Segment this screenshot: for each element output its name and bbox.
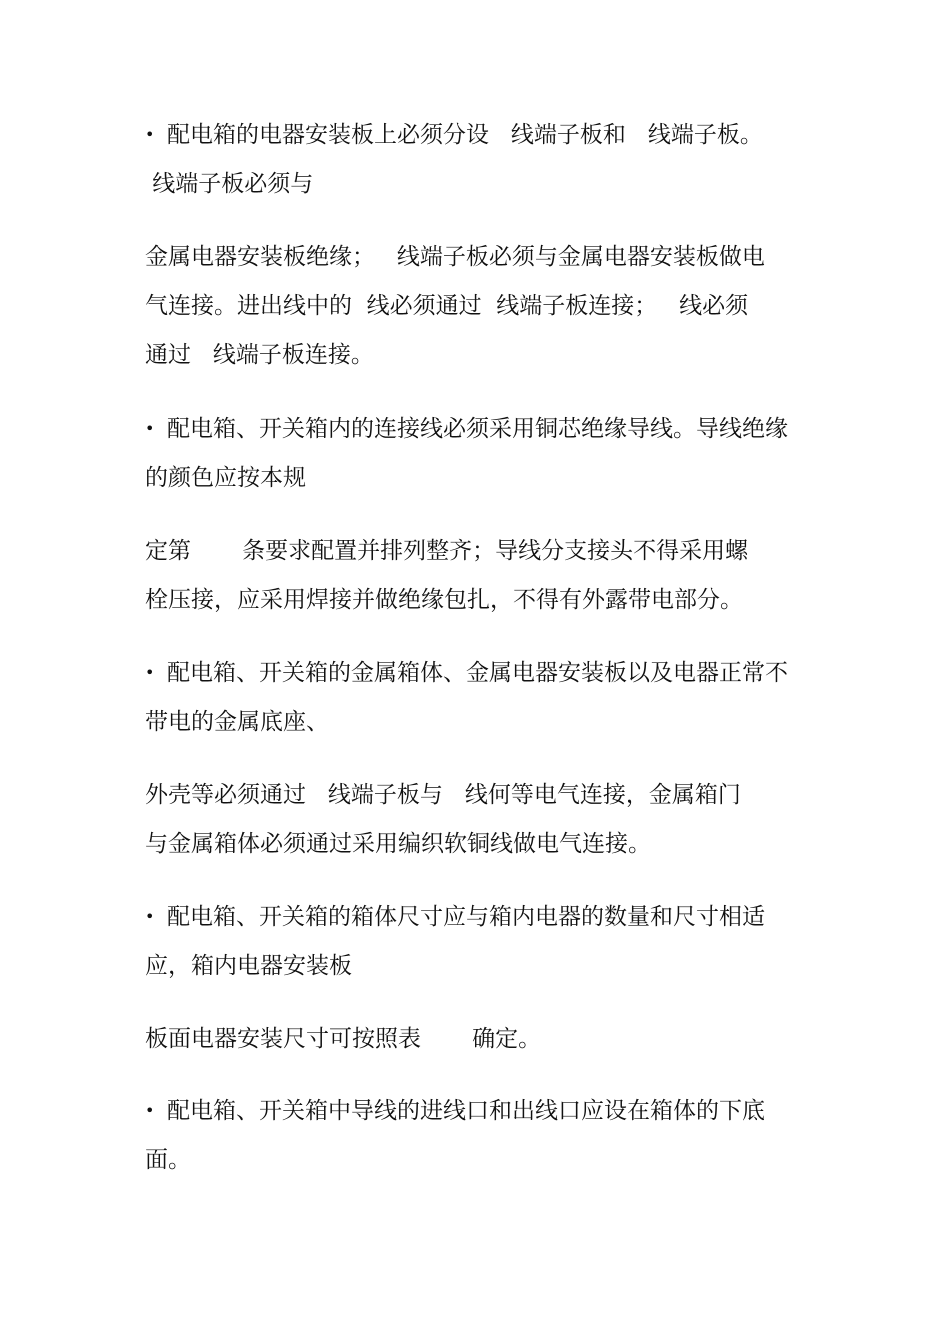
text-line: 外壳等必须通过 线端子板与 线何等电气连接，金属箱门 (145, 782, 741, 808)
bullet-item-line (145, 903, 765, 931)
text-line: 配电箱、开关箱的金属箱体、金属电器安装板以及电器正常不 (167, 660, 788, 686)
text-line: 配电箱的电器安装板上必须分设 线端子板和 线端子板。 (167, 122, 763, 148)
text-line: 金属电器安装板绝缘； 线端子板必须与金属电器安装板做电 (145, 244, 765, 270)
bullet-item-line (145, 121, 763, 149)
text-line: 栓压接，应采用焊接并做绝缘包扎，不得有外露带电部分。 (145, 587, 743, 613)
bullet-icon: • (145, 1101, 155, 1120)
text-line: 线端子板必须与 (145, 171, 314, 197)
text-line: 配电箱、开关箱中导线的进线口和出线口应设在箱体的下底 (167, 1098, 765, 1124)
bullet-item-line (145, 659, 788, 687)
text-line: 带电的金属底座、 (145, 709, 329, 735)
text-line: 气连接。进出线中的 线必须通过 线端子板连接； 线必须 (145, 293, 749, 319)
bullet-icon: • (145, 663, 155, 682)
text-line: 的颜色应按本规 (145, 465, 306, 491)
text-line: 面。 (145, 1147, 191, 1173)
text-line: 配电箱、开关箱内的连接线必须采用铜芯绝缘导线。导线绝缘 (167, 416, 788, 442)
text-line: 与金属箱体必须通过采用编织软铜线做电气连接。 (145, 831, 651, 857)
text-line: 通过 线端子板连接。 (145, 342, 374, 368)
bullet-item-line (145, 1097, 765, 1125)
bullet-icon: • (145, 907, 155, 926)
text-line: 应，箱内电器安装板 (145, 953, 352, 979)
text-line: 板面电器安装尺寸可按照表 确定。 (145, 1026, 542, 1052)
text-line: 配电箱、开关箱的箱体尺寸应与箱内电器的数量和尺寸相适 (167, 904, 765, 930)
text-line: 定第 条要求配置并排列整齐；导线分支接头不得采用螺 (145, 538, 749, 564)
bullet-item-line (145, 415, 788, 443)
bullet-icon: • (145, 125, 155, 144)
bullet-icon: • (145, 419, 155, 438)
